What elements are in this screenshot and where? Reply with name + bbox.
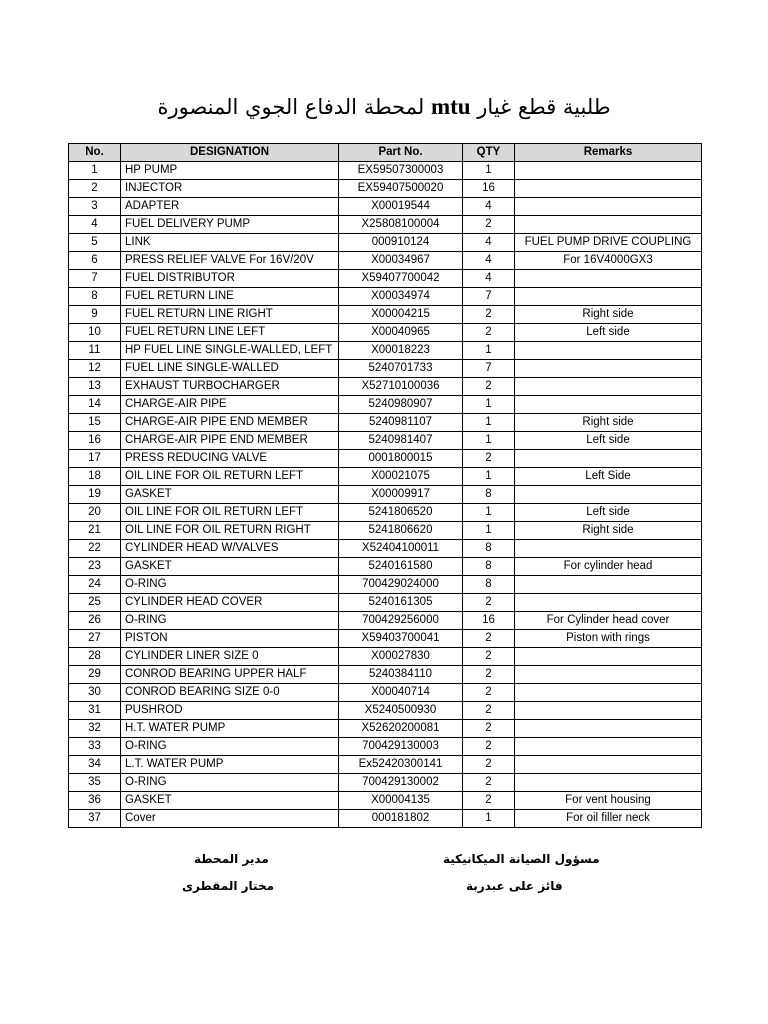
cell-part-no: 700429024000: [339, 576, 463, 594]
cell-designation: CHARGE-AIR PIPE END MEMBER: [121, 432, 339, 450]
cell-part-no: X52620200081: [339, 720, 463, 738]
table-row: [69, 252, 702, 270]
cell-no: 2: [69, 180, 121, 198]
cell-part-no: 700429256000: [339, 612, 463, 630]
title-part-after: طلبية قطع غيار: [477, 95, 611, 119]
cell-remarks: [515, 774, 702, 792]
cell-designation: ADAPTER: [121, 198, 339, 216]
cell-designation: FUEL DELIVERY PUMP: [121, 216, 339, 234]
cell-remarks: [515, 684, 702, 702]
cell-no: 25: [69, 594, 121, 612]
header-designation: DESIGNATION: [121, 144, 339, 162]
cell-designation: PUSHROD: [121, 702, 339, 720]
table-row: [69, 486, 702, 504]
cell-qty: 4: [463, 198, 515, 216]
cell-qty: 4: [463, 252, 515, 270]
cell-no: 7: [69, 270, 121, 288]
document-title: [0, 94, 768, 120]
cell-part-no: 5241806520: [339, 504, 463, 522]
table-row: [69, 810, 702, 828]
table-row: [69, 198, 702, 216]
signature-left-name: مختار المقطرى: [182, 879, 275, 893]
cell-part-no: X52710100036: [339, 378, 463, 396]
cell-designation: FUEL DISTRIBUTOR: [121, 270, 339, 288]
cell-remarks: [515, 450, 702, 468]
cell-designation: GASKET: [121, 486, 339, 504]
cell-no: 28: [69, 648, 121, 666]
cell-no: 29: [69, 666, 121, 684]
table-row: [69, 558, 702, 576]
cell-qty: 2: [463, 720, 515, 738]
table-row: [69, 270, 702, 288]
cell-designation: CYLINDER HEAD W/VALVES: [121, 540, 339, 558]
cell-qty: 2: [463, 666, 515, 684]
cell-remarks: [515, 396, 702, 414]
cell-qty: 1: [463, 468, 515, 486]
cell-part-no: 000910124: [339, 234, 463, 252]
cell-designation: OIL LINE FOR OIL RETURN LEFT: [121, 468, 339, 486]
cell-remarks: [515, 162, 702, 180]
cell-no: 12: [69, 360, 121, 378]
table-row: [69, 702, 702, 720]
cell-remarks: [515, 666, 702, 684]
cell-remarks: For oil filler neck: [515, 810, 702, 828]
cell-designation: H.T. WATER PUMP: [121, 720, 339, 738]
cell-part-no: 700429130003: [339, 738, 463, 756]
cell-designation: HP FUEL LINE SINGLE-WALLED, LEFT: [121, 342, 339, 360]
signature-left-role: مدير المحطة: [194, 852, 269, 866]
cell-qty: 1: [463, 396, 515, 414]
cell-no: 37: [69, 810, 121, 828]
cell-no: 3: [69, 198, 121, 216]
cell-part-no: 700429130002: [339, 774, 463, 792]
cell-remarks: [515, 270, 702, 288]
cell-designation: HP PUMP: [121, 162, 339, 180]
cell-remarks: For 16V4000GX3: [515, 252, 702, 270]
cell-no: 11: [69, 342, 121, 360]
cell-no: 17: [69, 450, 121, 468]
cell-designation: O-RING: [121, 576, 339, 594]
cell-part-no: X00034967: [339, 252, 463, 270]
cell-remarks: [515, 342, 702, 360]
cell-no: 36: [69, 792, 121, 810]
cell-designation: CONROD BEARING UPPER HALF: [121, 666, 339, 684]
cell-part-no: X00019544: [339, 198, 463, 216]
cell-designation: CHARGE-AIR PIPE: [121, 396, 339, 414]
cell-qty: 4: [463, 270, 515, 288]
header-qty: QTY: [463, 144, 515, 162]
cell-remarks: Left side: [515, 432, 702, 450]
cell-remarks: [515, 648, 702, 666]
cell-designation: L.T. WATER PUMP: [121, 756, 339, 774]
cell-part-no: X00018223: [339, 342, 463, 360]
cell-part-no: 0001800015: [339, 450, 463, 468]
cell-remarks: Right side: [515, 522, 702, 540]
cell-remarks: Left Side: [515, 468, 702, 486]
cell-qty: 8: [463, 558, 515, 576]
cell-part-no: 5240981107: [339, 414, 463, 432]
cell-designation: O-RING: [121, 612, 339, 630]
cell-part-no: X25808100004: [339, 216, 463, 234]
cell-no: 31: [69, 702, 121, 720]
cell-no: 8: [69, 288, 121, 306]
table-row: [69, 378, 702, 396]
cell-qty: 2: [463, 378, 515, 396]
cell-remarks: [515, 756, 702, 774]
title-part-before: لمحطة الدفاع الجوي المنصورة: [157, 95, 425, 119]
table-row: [69, 720, 702, 738]
cell-no: 32: [69, 720, 121, 738]
cell-no: 35: [69, 774, 121, 792]
cell-qty: 2: [463, 216, 515, 234]
cell-no: 33: [69, 738, 121, 756]
table-row: [69, 738, 702, 756]
cell-no: 18: [69, 468, 121, 486]
header-remarks: Remarks: [515, 144, 702, 162]
cell-remarks: [515, 288, 702, 306]
cell-remarks: Left side: [515, 324, 702, 342]
table-row: [69, 162, 702, 180]
cell-designation: CYLINDER LINER SIZE 0: [121, 648, 339, 666]
table-row: [69, 666, 702, 684]
cell-remarks: Right side: [515, 306, 702, 324]
cell-qty: 8: [463, 576, 515, 594]
cell-designation: PRESS RELIEF VALVE For 16V/20V: [121, 252, 339, 270]
table-row: [69, 504, 702, 522]
table-row: [69, 774, 702, 792]
cell-qty: 1: [463, 414, 515, 432]
cell-designation: CYLINDER HEAD COVER: [121, 594, 339, 612]
cell-qty: 8: [463, 486, 515, 504]
cell-designation: GASKET: [121, 558, 339, 576]
cell-part-no: X00021075: [339, 468, 463, 486]
cell-designation: Cover: [121, 810, 339, 828]
table-header-row: [69, 144, 702, 162]
cell-no: 20: [69, 504, 121, 522]
table-row: [69, 576, 702, 594]
table-row: [69, 324, 702, 342]
cell-designation: PISTON: [121, 630, 339, 648]
cell-qty: 2: [463, 774, 515, 792]
cell-part-no: 5240161305: [339, 594, 463, 612]
cell-no: 19: [69, 486, 121, 504]
cell-designation: INJECTOR: [121, 180, 339, 198]
cell-designation: OIL LINE FOR OIL RETURN RIGHT: [121, 522, 339, 540]
cell-part-no: X52404100011: [339, 540, 463, 558]
cell-remarks: [515, 720, 702, 738]
cell-remarks: FUEL PUMP DRIVE COUPLING: [515, 234, 702, 252]
cell-designation: LINK: [121, 234, 339, 252]
cell-no: 10: [69, 324, 121, 342]
cell-remarks: [515, 540, 702, 558]
parts-table: [68, 143, 702, 828]
cell-remarks: For Cylinder head cover: [515, 612, 702, 630]
cell-remarks: Left side: [515, 504, 702, 522]
cell-remarks: [515, 594, 702, 612]
cell-qty: 16: [463, 180, 515, 198]
cell-no: 21: [69, 522, 121, 540]
cell-part-no: X5240500930: [339, 702, 463, 720]
cell-qty: 16: [463, 612, 515, 630]
table-row: [69, 414, 702, 432]
cell-qty: 2: [463, 306, 515, 324]
cell-no: 13: [69, 378, 121, 396]
cell-qty: 2: [463, 684, 515, 702]
table-row: [69, 648, 702, 666]
cell-part-no: X00009917: [339, 486, 463, 504]
table-row: [69, 756, 702, 774]
header-part-no: Part No.: [339, 144, 463, 162]
cell-qty: 7: [463, 360, 515, 378]
cell-remarks: For vent housing: [515, 792, 702, 810]
cell-qty: 1: [463, 810, 515, 828]
signature-right-name: فائز على عبدربة: [466, 879, 563, 893]
cell-remarks: [515, 378, 702, 396]
cell-qty: 2: [463, 630, 515, 648]
cell-part-no: 000181802: [339, 810, 463, 828]
cell-part-no: X00034974: [339, 288, 463, 306]
cell-qty: 2: [463, 756, 515, 774]
table-row: [69, 432, 702, 450]
cell-no: 27: [69, 630, 121, 648]
cell-part-no: X00040965: [339, 324, 463, 342]
cell-remarks: [515, 576, 702, 594]
cell-qty: 2: [463, 702, 515, 720]
cell-part-no: 5240981407: [339, 432, 463, 450]
cell-designation: FUEL RETURN LINE LEFT: [121, 324, 339, 342]
table-row: [69, 630, 702, 648]
cell-qty: 1: [463, 522, 515, 540]
cell-part-no: X00027830: [339, 648, 463, 666]
cell-remarks: [515, 180, 702, 198]
table-row: [69, 792, 702, 810]
cell-no: 9: [69, 306, 121, 324]
cell-part-no: 5241806620: [339, 522, 463, 540]
cell-no: 30: [69, 684, 121, 702]
cell-designation: O-RING: [121, 738, 339, 756]
cell-part-no: X00040714: [339, 684, 463, 702]
cell-remarks: [515, 198, 702, 216]
cell-no: 22: [69, 540, 121, 558]
cell-remarks: [515, 738, 702, 756]
cell-no: 24: [69, 576, 121, 594]
cell-designation: CHARGE-AIR PIPE END MEMBER: [121, 414, 339, 432]
table-row: [69, 594, 702, 612]
cell-qty: 1: [463, 342, 515, 360]
cell-qty: 4: [463, 234, 515, 252]
cell-qty: 2: [463, 648, 515, 666]
cell-remarks: For cylinder head: [515, 558, 702, 576]
cell-part-no: 5240161580: [339, 558, 463, 576]
cell-no: 4: [69, 216, 121, 234]
cell-qty: 1: [463, 432, 515, 450]
cell-designation: GASKET: [121, 792, 339, 810]
cell-remarks: [515, 702, 702, 720]
cell-qty: 2: [463, 324, 515, 342]
cell-qty: 2: [463, 450, 515, 468]
cell-no: 26: [69, 612, 121, 630]
cell-remarks: Piston with rings: [515, 630, 702, 648]
cell-qty: 8: [463, 540, 515, 558]
table-row: [69, 522, 702, 540]
table-row: [69, 684, 702, 702]
cell-part-no: EX59407500020: [339, 180, 463, 198]
cell-designation: O-RING: [121, 774, 339, 792]
cell-designation: EXHAUST TURBOCHARGER: [121, 378, 339, 396]
table-row: [69, 180, 702, 198]
cell-no: 6: [69, 252, 121, 270]
cell-part-no: X59403700041: [339, 630, 463, 648]
cell-qty: 2: [463, 792, 515, 810]
cell-no: 15: [69, 414, 121, 432]
cell-no: 14: [69, 396, 121, 414]
cell-designation: FUEL LINE SINGLE-WALLED: [121, 360, 339, 378]
cell-designation: FUEL RETURN LINE RIGHT: [121, 306, 339, 324]
cell-remarks: [515, 360, 702, 378]
cell-no: 5: [69, 234, 121, 252]
cell-part-no: 5240384110: [339, 666, 463, 684]
cell-designation: OIL LINE FOR OIL RETURN LEFT: [121, 504, 339, 522]
table-row: [69, 612, 702, 630]
table-row: [69, 540, 702, 558]
table-row: [69, 306, 702, 324]
cell-no: 1: [69, 162, 121, 180]
cell-designation: CONROD BEARING SIZE 0-0: [121, 684, 339, 702]
cell-qty: 2: [463, 594, 515, 612]
cell-part-no: X00004135: [339, 792, 463, 810]
table-row: [69, 234, 702, 252]
cell-part-no: EX59507300003: [339, 162, 463, 180]
title-brand: mtu: [430, 94, 471, 119]
cell-designation: FUEL RETURN LINE: [121, 288, 339, 306]
table-row: [69, 450, 702, 468]
cell-remarks: [515, 486, 702, 504]
table-row: [69, 396, 702, 414]
cell-part-no: X00004215: [339, 306, 463, 324]
table-body: [69, 162, 702, 828]
cell-part-no: Ex52420300141: [339, 756, 463, 774]
table-row: [69, 342, 702, 360]
cell-qty: 7: [463, 288, 515, 306]
cell-qty: 1: [463, 504, 515, 522]
table-row: [69, 288, 702, 306]
cell-part-no: X59407700042: [339, 270, 463, 288]
signature-right-role: مسؤول الصيانة الميكانيكية: [443, 852, 600, 866]
cell-qty: 2: [463, 738, 515, 756]
cell-remarks: [515, 216, 702, 234]
cell-part-no: 5240980907: [339, 396, 463, 414]
cell-no: 16: [69, 432, 121, 450]
table-row: [69, 468, 702, 486]
cell-remarks: Right side: [515, 414, 702, 432]
cell-no: 34: [69, 756, 121, 774]
cell-qty: 1: [463, 162, 515, 180]
cell-designation: PRESS REDUCING VALVE: [121, 450, 339, 468]
table-row: [69, 216, 702, 234]
cell-part-no: 5240701733: [339, 360, 463, 378]
header-no: No.: [69, 144, 121, 162]
table-row: [69, 360, 702, 378]
cell-no: 23: [69, 558, 121, 576]
